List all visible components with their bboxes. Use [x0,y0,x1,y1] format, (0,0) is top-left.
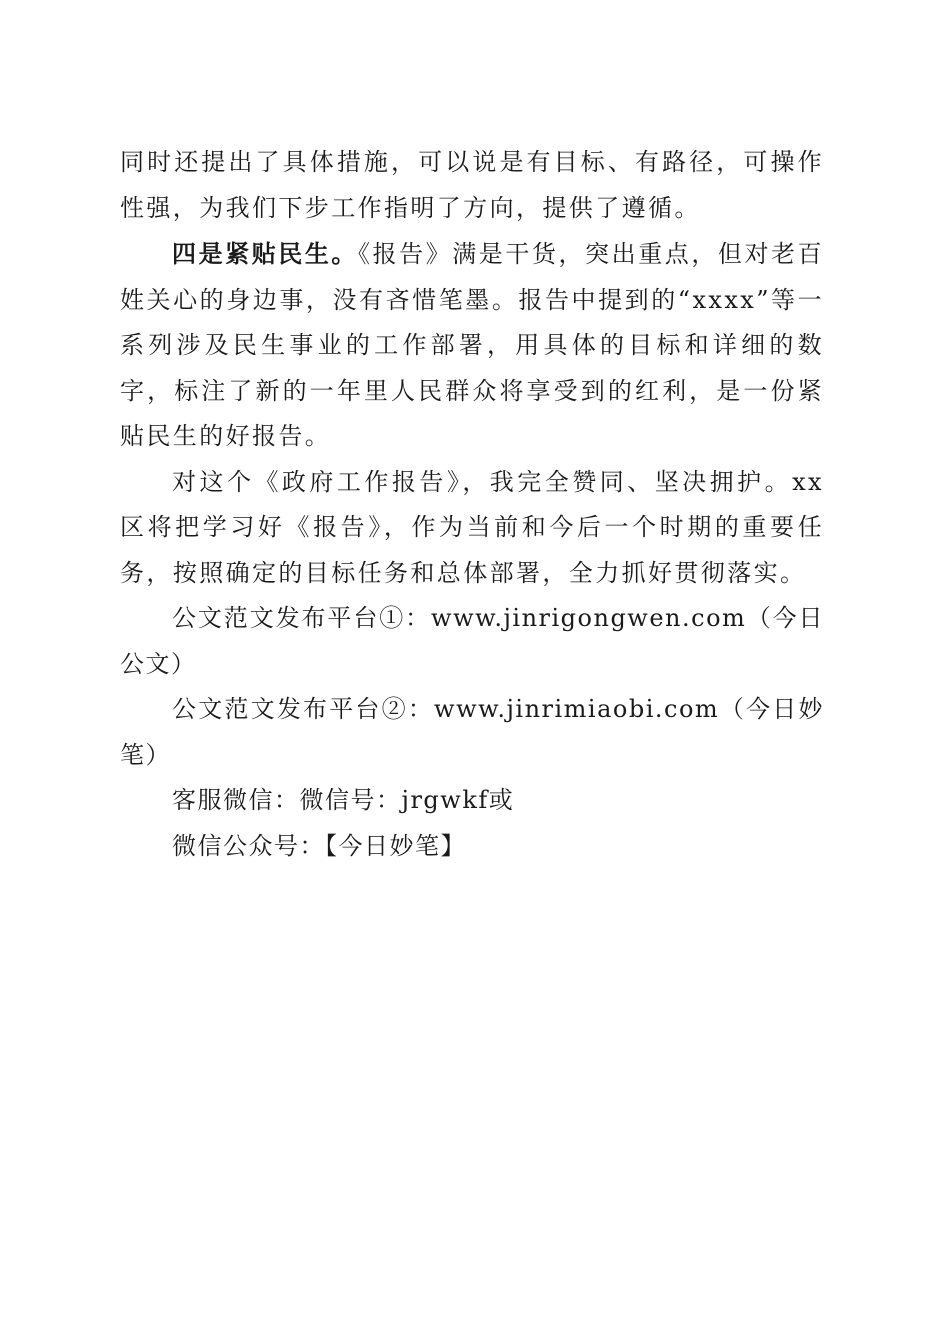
contact-platform-2: 公文范文发布平台②：www.jinrimiaobi.com（今日妙笔） [120,695,824,769]
contact-official-account: 微信公众号：【今日妙笔】 [172,831,466,860]
paragraph-livelihood [120,231,824,460]
paragraph-continuation [120,140,824,231]
paragraph-endorsement [120,460,824,597]
paragraph-lead: 四是紧贴民生。 [172,239,358,268]
paragraph-text: 对这个《政府工作报告》，我完全赞同、坚决拥护。xx区将把学习好《报告》，作为当前和今后一个时期的重要任务，按照确定的目标任务和总体部署，全力抓好贯彻落实。 [120,467,824,587]
contact-platform-1: 公文范文发布平台①：www.jinrigongwen.com（今日公文） [120,604,824,678]
document-body [120,140,824,869]
contact-wechat: 客服微信：微信号：jrgwkf或 [172,786,515,814]
paragraph-text: 同时还提出了具体措施，可以说是有目标、有路径，可操作性强，为我们下步工作指明了方向，提供了遵循。 [120,148,824,222]
paragraph-text: 《报告》满是干货，突出重点，但对老百姓关心的身边事，没有吝惜笔墨。报告中提到的“xxxx”等一系列涉及民生事业的工作部署，用具体的目标和详细的数字，标注了新的一年里人民群众将享受到的红利，是一份紧贴民生的好报告。 [120,240,824,450]
